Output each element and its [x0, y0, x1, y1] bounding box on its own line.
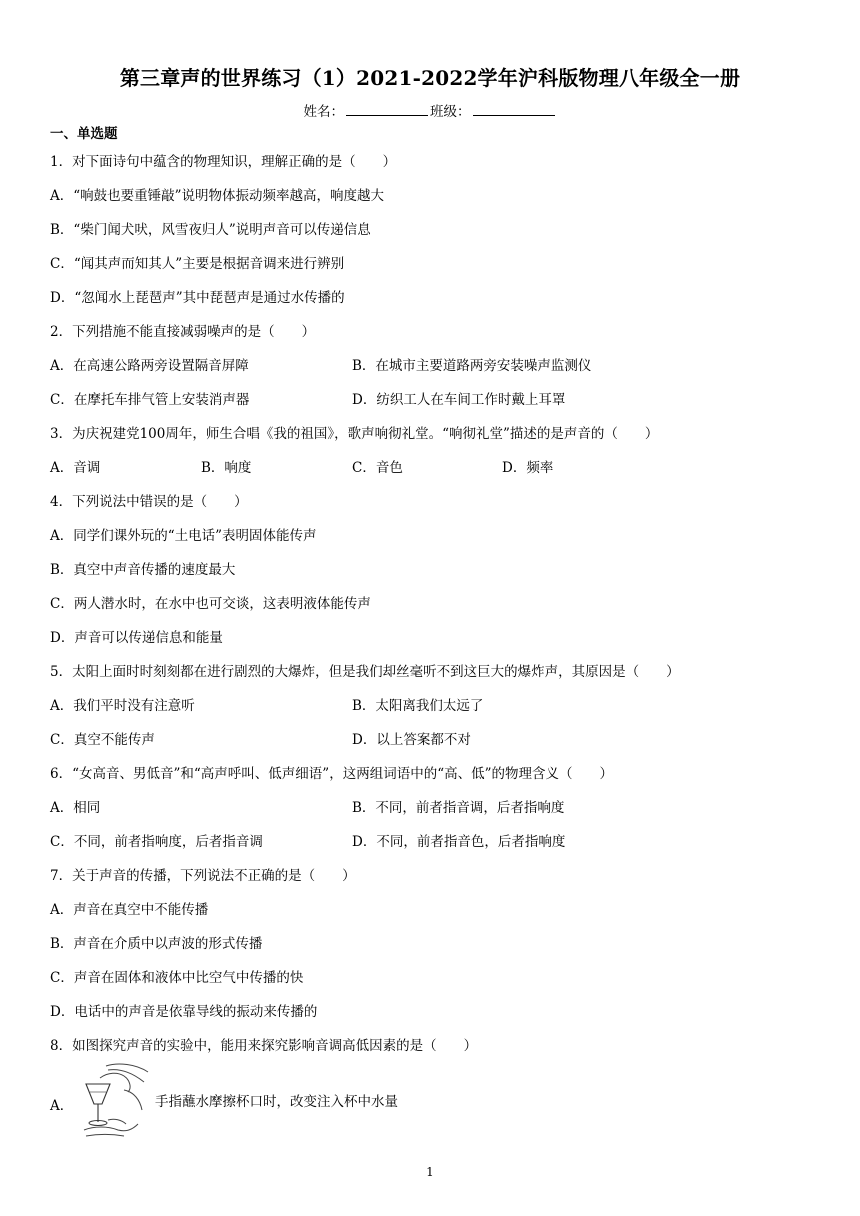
option: C．声音在固体和液体中比空气中传播的快: [50, 970, 304, 986]
class-blank[interactable]: [473, 103, 555, 116]
option: D．电话中的声音是依靠导线的振动来传播的: [50, 1004, 318, 1020]
option: A．相同: [50, 800, 101, 816]
option: D．“忽闻水上琵琶声”其中琵琶声是通过水传播的: [50, 290, 345, 306]
question-stem: 7．关于声音的传播，下列说法不正确的是（ ）: [50, 868, 356, 884]
class-label: 班级：: [430, 104, 471, 120]
option: C．音色: [352, 460, 403, 476]
option: B．响度: [201, 460, 252, 476]
option: A．音调: [50, 460, 101, 476]
option: B．太阳离我们太远了: [352, 698, 484, 714]
hand-glass-icon: [78, 1060, 152, 1140]
name-blank[interactable]: [346, 103, 428, 116]
question-stem: 5．太阳上面时时刻刻都在进行剧烈的大爆炸，但是我们却丝毫听不到这巨大的爆炸声，其原因是（ ）: [50, 664, 680, 680]
name-label: 姓名：: [303, 104, 344, 120]
option: A．在高速公路两旁设置隔音屏障: [50, 358, 249, 374]
question-stem: 6．“女高音、男低音”和“高声呼叫、低声细语”，这两组词语中的“高、低”的物理含义（ ）: [50, 766, 613, 782]
option: B．在城市主要道路两旁安装噪声监测仪: [352, 358, 592, 374]
option: C．两人潜水时，在水中也可交谈，这表明液体能传声: [50, 596, 371, 612]
option: C．不同，前者指响度，后者指音调: [50, 834, 263, 850]
option: D．不同，前者指音色，后者指响度: [352, 834, 566, 850]
question-stem: 1．对下面诗句中蕴含的物理知识，理解正确的是（ ）: [50, 154, 397, 170]
option: D．声音可以传递信息和能量: [50, 630, 223, 646]
question-stem: 2．下列措施不能直接减弱噪声的是（ ）: [50, 324, 316, 340]
name-class-line: [0, 100, 860, 120]
option: B．声音在介质中以声波的形式传播: [50, 936, 263, 952]
option: B．“柴门闻犬吠，风雪夜归人”说明声音可以传递信息: [50, 222, 371, 238]
option: B．不同，前者指音调，后者指响度: [352, 800, 565, 816]
question-stem: 8．如图探究声音的实验中，能用来探究影响音调高低因素的是（ ）: [50, 1038, 478, 1054]
option: D．纺织工人在车间工作时戴上耳罩: [352, 392, 566, 408]
option: A．同学们课外玩的“土电话”表明固体能传声: [50, 528, 317, 544]
option: D．频率: [502, 460, 554, 476]
page-title: 第三章声的世界练习（1）2021-2022学年沪科版物理八年级全一册: [119, 66, 741, 90]
option: C．在摩托车排气管上安装消声器: [50, 392, 250, 408]
figure-caption: 手指蘸水摩擦杯口时，改变注入杯中水量: [155, 1094, 398, 1110]
option: C．真空不能传声: [50, 732, 155, 748]
option: A．“响鼓也要重锤敲”说明物体振动频率越高，响度越大: [50, 188, 385, 204]
option: C．“闻其声而知其人”主要是根据音调来进行辨别: [50, 256, 345, 272]
option: A．声音在真空中不能传播: [50, 902, 209, 918]
question-stem: 3．为庆祝建党100周年，师生合唱《我的祖国》，歌声响彻礼堂。“响彻礼堂”描述的是声音的（ ）: [50, 426, 659, 442]
question-stem: 4．下列说法中错误的是（ ）: [50, 494, 248, 510]
option: B．真空中声音传播的速度最大: [50, 562, 236, 578]
option: D．以上答案都不对: [352, 732, 471, 748]
section-heading: 一、单选题: [50, 126, 118, 142]
option: A．我们平时没有注意听: [50, 698, 195, 714]
option-label: A．: [50, 1098, 74, 1114]
page-number: 1: [426, 1165, 434, 1179]
